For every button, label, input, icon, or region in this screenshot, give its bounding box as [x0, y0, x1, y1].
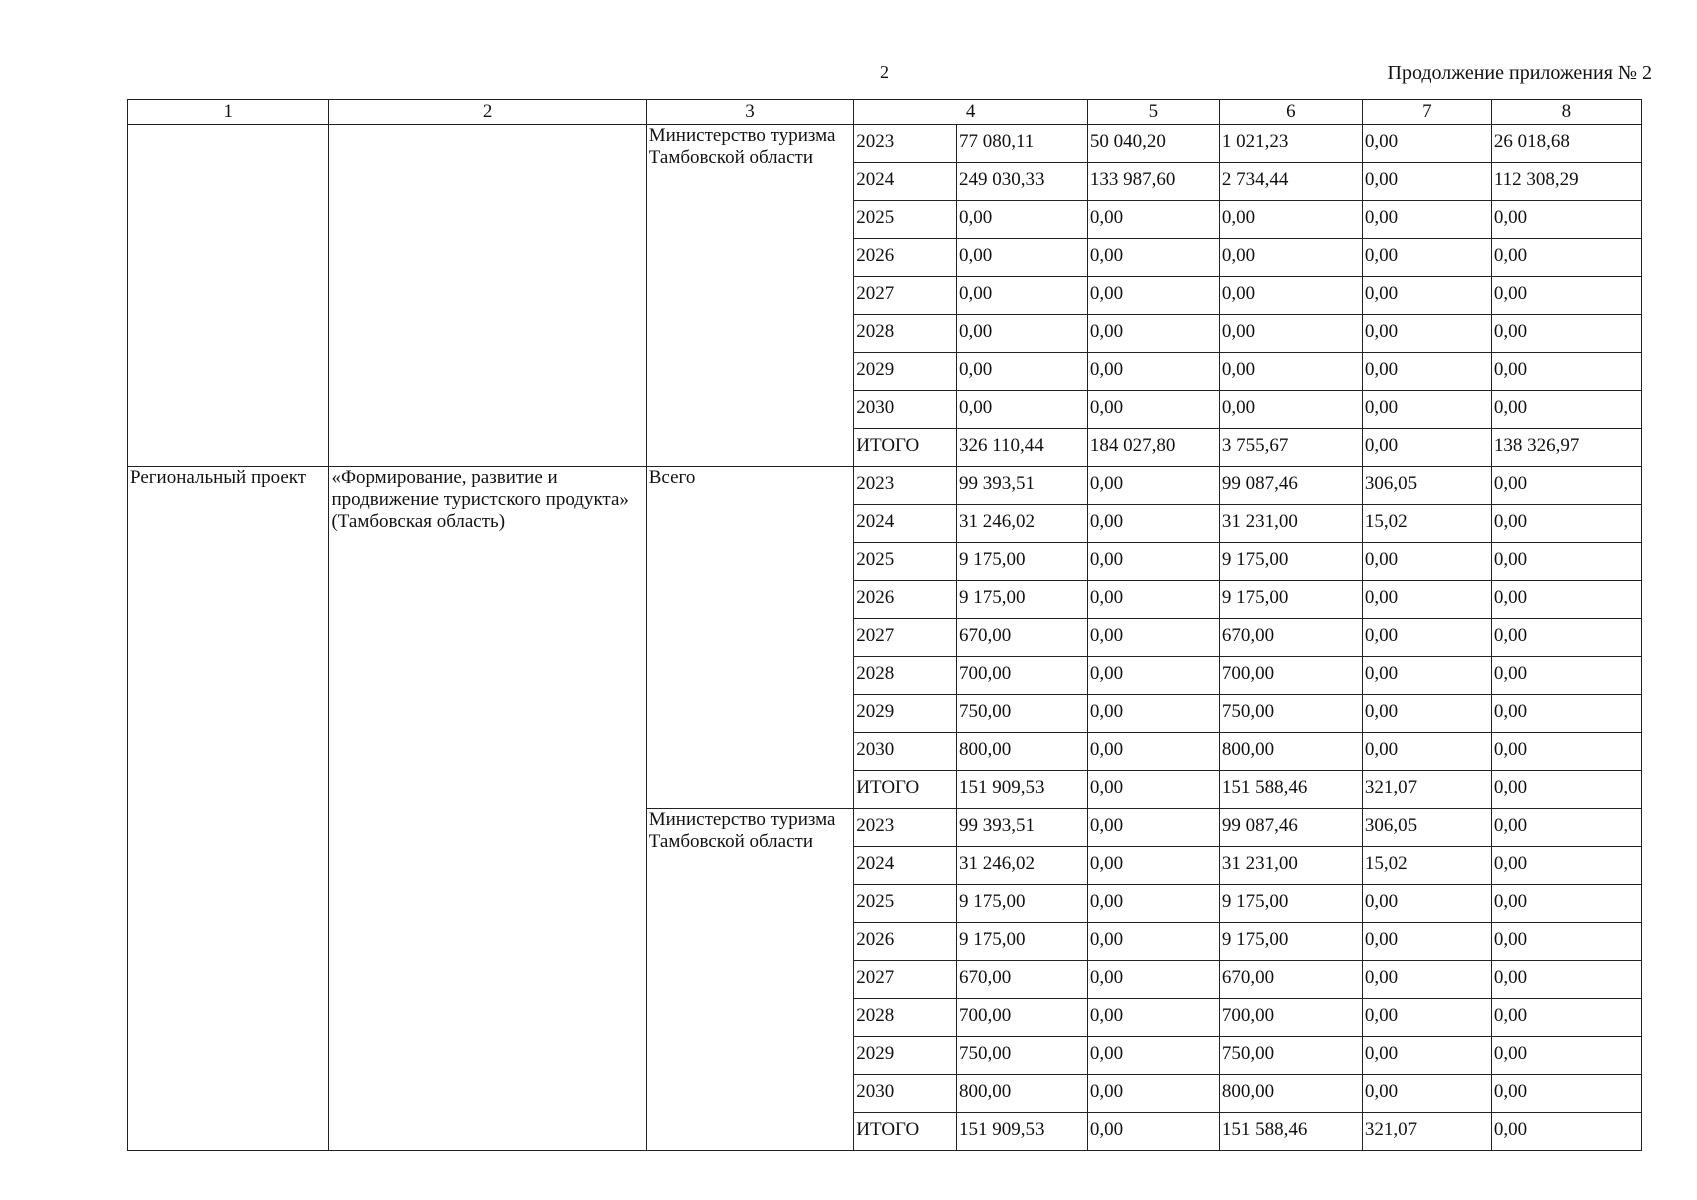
- regional-cell: 31 231,00: [1219, 847, 1362, 885]
- column-header: 7: [1362, 100, 1491, 125]
- column-header: 6: [1219, 100, 1362, 125]
- regional-cell: 3 755,67: [1219, 429, 1362, 467]
- municipal-cell: 306,05: [1362, 809, 1491, 847]
- federal-cell: 0,00: [1087, 961, 1219, 999]
- municipal-cell: 0,00: [1362, 961, 1491, 999]
- regional-cell: 99 087,46: [1219, 467, 1362, 505]
- budget-table: [127, 99, 1642, 1151]
- project-type-cell: Региональный проект: [128, 467, 329, 1151]
- regional-cell: 9 175,00: [1219, 543, 1362, 581]
- total-cell: 800,00: [956, 1075, 1087, 1113]
- year-cell: 2024: [854, 163, 957, 201]
- federal-cell: 0,00: [1087, 1075, 1219, 1113]
- municipal-cell: 0,00: [1362, 1037, 1491, 1075]
- regional-cell: 0,00: [1219, 201, 1362, 239]
- total-cell: 31 246,02: [956, 847, 1087, 885]
- regional-cell: 99 087,46: [1219, 809, 1362, 847]
- total-cell: 31 246,02: [956, 505, 1087, 543]
- municipal-cell: 0,00: [1362, 657, 1491, 695]
- program-name-cell: [128, 125, 329, 467]
- federal-cell: 0,00: [1087, 847, 1219, 885]
- federal-cell: 0,00: [1087, 391, 1219, 429]
- federal-cell: 0,00: [1087, 771, 1219, 809]
- year-cell: 2023: [854, 125, 957, 163]
- regional-cell: 800,00: [1219, 733, 1362, 771]
- federal-cell: 0,00: [1087, 1037, 1219, 1075]
- regional-cell: 0,00: [1219, 239, 1362, 277]
- federal-cell: 0,00: [1087, 315, 1219, 353]
- extrabudget-cell: 0,00: [1491, 847, 1641, 885]
- total-cell: 99 393,51: [956, 467, 1087, 505]
- year-cell: 2026: [854, 581, 957, 619]
- federal-cell: 0,00: [1087, 1113, 1219, 1151]
- extrabudget-cell: 0,00: [1491, 923, 1641, 961]
- total-cell: 0,00: [956, 391, 1087, 429]
- municipal-cell: 306,05: [1362, 467, 1491, 505]
- year-cell: 2024: [854, 847, 957, 885]
- total-cell: 151 909,53: [956, 771, 1087, 809]
- regional-cell: 750,00: [1219, 695, 1362, 733]
- municipal-cell: 0,00: [1362, 885, 1491, 923]
- municipal-cell: 0,00: [1362, 581, 1491, 619]
- executor-cell: Всего: [646, 467, 854, 809]
- extrabudget-cell: 0,00: [1491, 1113, 1641, 1151]
- regional-cell: 670,00: [1219, 961, 1362, 999]
- page-number: 2: [880, 62, 889, 82]
- municipal-cell: 0,00: [1362, 201, 1491, 239]
- extrabudget-cell: 0,00: [1491, 1075, 1641, 1113]
- municipal-cell: 0,00: [1362, 163, 1491, 201]
- total-cell: 9 175,00: [956, 885, 1087, 923]
- extrabudget-cell: 0,00: [1491, 505, 1641, 543]
- total-cell: 700,00: [956, 657, 1087, 695]
- year-cell: 2027: [854, 277, 957, 315]
- year-cell: ИТОГО: [854, 771, 957, 809]
- federal-cell: 0,00: [1087, 809, 1219, 847]
- total-cell: 99 393,51: [956, 809, 1087, 847]
- municipal-cell: 0,00: [1362, 277, 1491, 315]
- total-cell: 0,00: [956, 277, 1087, 315]
- year-cell: 2030: [854, 391, 957, 429]
- column-header: 5: [1087, 100, 1219, 125]
- year-cell: 2028: [854, 315, 957, 353]
- total-cell: 800,00: [956, 733, 1087, 771]
- municipal-cell: 0,00: [1362, 125, 1491, 163]
- year-cell: 2023: [854, 809, 957, 847]
- year-cell: ИТОГО: [854, 1113, 957, 1151]
- federal-cell: 0,00: [1087, 581, 1219, 619]
- federal-cell: 0,00: [1087, 657, 1219, 695]
- total-cell: 700,00: [956, 999, 1087, 1037]
- program-title-cell: [329, 125, 646, 467]
- extrabudget-cell: 0,00: [1491, 391, 1641, 429]
- column-header: 3: [646, 100, 854, 125]
- total-cell: 77 080,11: [956, 125, 1087, 163]
- extrabudget-cell: 0,00: [1491, 543, 1641, 581]
- column-header: 1: [128, 100, 329, 125]
- extrabudget-cell: 0,00: [1491, 657, 1641, 695]
- municipal-cell: 15,02: [1362, 847, 1491, 885]
- municipal-cell: 0,00: [1362, 543, 1491, 581]
- regional-cell: 670,00: [1219, 619, 1362, 657]
- federal-cell: 0,00: [1087, 277, 1219, 315]
- regional-cell: 750,00: [1219, 1037, 1362, 1075]
- federal-cell: 133 987,60: [1087, 163, 1219, 201]
- total-cell: 0,00: [956, 239, 1087, 277]
- column-header: 8: [1491, 100, 1641, 125]
- regional-cell: 31 231,00: [1219, 505, 1362, 543]
- total-cell: 151 909,53: [956, 1113, 1087, 1151]
- extrabudget-cell: 0,00: [1491, 201, 1641, 239]
- extrabudget-cell: 0,00: [1491, 961, 1641, 999]
- total-cell: 750,00: [956, 695, 1087, 733]
- year-cell: 2023: [854, 467, 957, 505]
- federal-cell: 184 027,80: [1087, 429, 1219, 467]
- municipal-cell: 0,00: [1362, 619, 1491, 657]
- federal-cell: 0,00: [1087, 239, 1219, 277]
- municipal-cell: 321,07: [1362, 1113, 1491, 1151]
- municipal-cell: 0,00: [1362, 239, 1491, 277]
- total-cell: 670,00: [956, 619, 1087, 657]
- total-cell: 9 175,00: [956, 543, 1087, 581]
- extrabudget-cell: 0,00: [1491, 467, 1641, 505]
- total-cell: 0,00: [956, 201, 1087, 239]
- federal-cell: 0,00: [1087, 885, 1219, 923]
- total-cell: 249 030,33: [956, 163, 1087, 201]
- extrabudget-cell: 0,00: [1491, 999, 1641, 1037]
- federal-cell: 0,00: [1087, 201, 1219, 239]
- municipal-cell: 0,00: [1362, 733, 1491, 771]
- table-row: [128, 125, 1642, 163]
- extrabudget-cell: 138 326,97: [1491, 429, 1641, 467]
- regional-cell: 700,00: [1219, 657, 1362, 695]
- extrabudget-cell: 0,00: [1491, 619, 1641, 657]
- year-cell: 2029: [854, 1037, 957, 1075]
- federal-cell: 50 040,20: [1087, 125, 1219, 163]
- federal-cell: 0,00: [1087, 505, 1219, 543]
- year-cell: ИТОГО: [854, 429, 957, 467]
- regional-cell: 0,00: [1219, 277, 1362, 315]
- regional-cell: 9 175,00: [1219, 923, 1362, 961]
- year-cell: 2025: [854, 885, 957, 923]
- municipal-cell: 321,07: [1362, 771, 1491, 809]
- year-cell: 2024: [854, 505, 957, 543]
- total-cell: 9 175,00: [956, 923, 1087, 961]
- municipal-cell: 0,00: [1362, 999, 1491, 1037]
- column-header: 4: [854, 100, 1088, 125]
- regional-cell: 9 175,00: [1219, 581, 1362, 619]
- year-cell: 2030: [854, 1075, 957, 1113]
- municipal-cell: 0,00: [1362, 1075, 1491, 1113]
- year-cell: 2026: [854, 923, 957, 961]
- extrabudget-cell: 0,00: [1491, 809, 1641, 847]
- year-cell: 2029: [854, 353, 957, 391]
- municipal-cell: 15,02: [1362, 505, 1491, 543]
- municipal-cell: 0,00: [1362, 923, 1491, 961]
- municipal-cell: 0,00: [1362, 391, 1491, 429]
- regional-cell: 151 588,46: [1219, 771, 1362, 809]
- year-cell: 2025: [854, 201, 957, 239]
- executor-cell: Министерство туризма Тамбовской области: [646, 809, 854, 1151]
- regional-cell: 9 175,00: [1219, 885, 1362, 923]
- appendix-caption: Продолжение приложения № 2: [1387, 62, 1652, 84]
- total-cell: 0,00: [956, 353, 1087, 391]
- federal-cell: 0,00: [1087, 543, 1219, 581]
- municipal-cell: 0,00: [1362, 695, 1491, 733]
- federal-cell: 0,00: [1087, 619, 1219, 657]
- extrabudget-cell: 26 018,68: [1491, 125, 1641, 163]
- extrabudget-cell: 0,00: [1491, 353, 1641, 391]
- year-cell: 2028: [854, 999, 957, 1037]
- column-header: 2: [329, 100, 646, 125]
- table-row: [128, 467, 1642, 505]
- extrabudget-cell: 112 308,29: [1491, 163, 1641, 201]
- total-cell: 670,00: [956, 961, 1087, 999]
- total-cell: 326 110,44: [956, 429, 1087, 467]
- extrabudget-cell: 0,00: [1491, 695, 1641, 733]
- year-cell: 2025: [854, 543, 957, 581]
- federal-cell: 0,00: [1087, 467, 1219, 505]
- extrabudget-cell: 0,00: [1491, 885, 1641, 923]
- regional-cell: 0,00: [1219, 391, 1362, 429]
- regional-cell: 700,00: [1219, 999, 1362, 1037]
- federal-cell: 0,00: [1087, 695, 1219, 733]
- municipal-cell: 0,00: [1362, 353, 1491, 391]
- extrabudget-cell: 0,00: [1491, 733, 1641, 771]
- extrabudget-cell: 0,00: [1491, 315, 1641, 353]
- total-cell: 9 175,00: [956, 581, 1087, 619]
- extrabudget-cell: 0,00: [1491, 771, 1641, 809]
- regional-cell: 800,00: [1219, 1075, 1362, 1113]
- federal-cell: 0,00: [1087, 353, 1219, 391]
- regional-cell: 1 021,23: [1219, 125, 1362, 163]
- table-body: [128, 125, 1642, 1151]
- extrabudget-cell: 0,00: [1491, 1037, 1641, 1075]
- federal-cell: 0,00: [1087, 733, 1219, 771]
- extrabudget-cell: 0,00: [1491, 239, 1641, 277]
- year-cell: 2028: [854, 657, 957, 695]
- year-cell: 2029: [854, 695, 957, 733]
- regional-cell: 2 734,44: [1219, 163, 1362, 201]
- regional-cell: 0,00: [1219, 353, 1362, 391]
- municipal-cell: 0,00: [1362, 429, 1491, 467]
- year-cell: 2027: [854, 961, 957, 999]
- municipal-cell: 0,00: [1362, 315, 1491, 353]
- column-number-row: [128, 100, 1642, 125]
- total-cell: 0,00: [956, 315, 1087, 353]
- year-cell: 2030: [854, 733, 957, 771]
- federal-cell: 0,00: [1087, 999, 1219, 1037]
- regional-cell: 0,00: [1219, 315, 1362, 353]
- extrabudget-cell: 0,00: [1491, 581, 1641, 619]
- federal-cell: 0,00: [1087, 923, 1219, 961]
- executor-cell: Министерство туризма Тамбовской области: [646, 125, 854, 467]
- project-title-cell: «Формирование, развитие и продвижение туристского продукта» (Тамбовская область): [329, 467, 646, 1151]
- total-cell: 750,00: [956, 1037, 1087, 1075]
- year-cell: 2026: [854, 239, 957, 277]
- regional-cell: 151 588,46: [1219, 1113, 1362, 1151]
- year-cell: 2027: [854, 619, 957, 657]
- extrabudget-cell: 0,00: [1491, 277, 1641, 315]
